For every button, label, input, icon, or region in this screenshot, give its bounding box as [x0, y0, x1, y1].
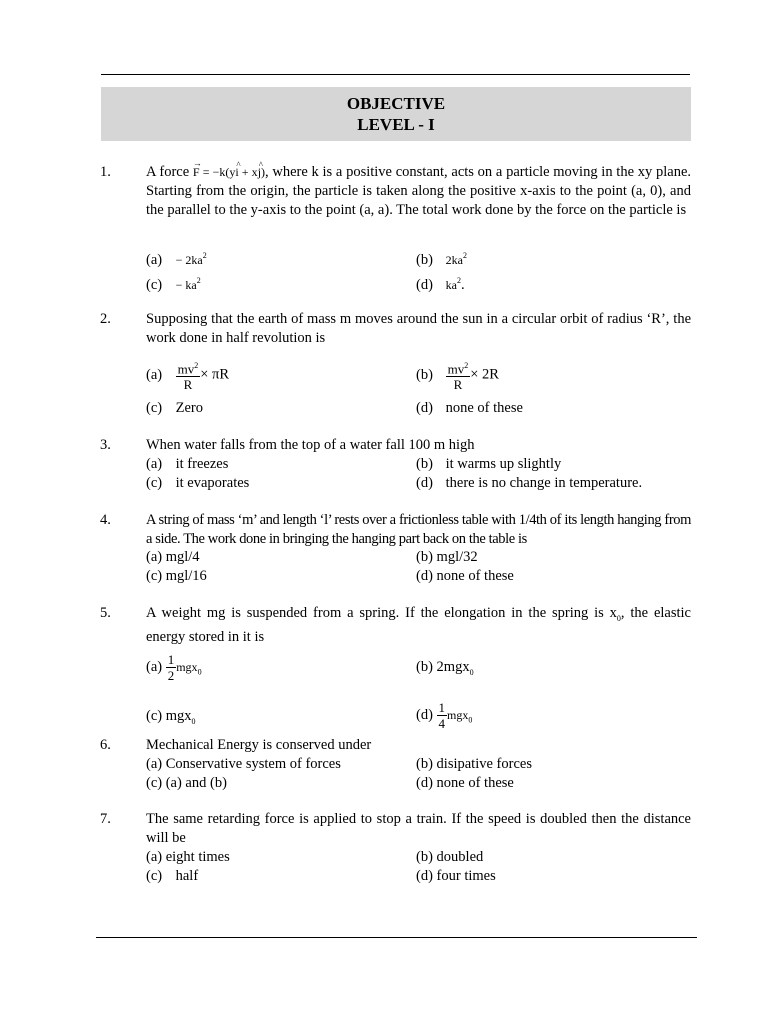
option-d: (d) $ka^2$.	[416, 276, 465, 293]
question-number: 3.	[100, 437, 111, 453]
option-c: (c) mgx$_0$	[146, 708, 196, 726]
option-b: (b) 2mgx$_0$	[416, 659, 474, 677]
option-a: (a) mgl/4	[146, 549, 200, 565]
section-header	[101, 87, 691, 141]
option-a: $(a) - 2ka^2$	[146, 251, 207, 268]
question-text: A force → F = −k(y^ i + x^ j), where k is a positive constant, acts on a particle moving in the xy plane. Starting from the origin, the particle is taken along the positive x-axis to the point (a, 0), and the parallel to the y-axis to the point (a, a). The total work done by the force on the particle is	[146, 163, 691, 220]
section-title: OBJECTIVE	[346, 94, 446, 113]
option-a: (a) $\frac{mv^2}{R}$ × πR	[146, 358, 229, 392]
option-c: (c) mgl/16	[146, 568, 207, 584]
option-d: (d) none of these	[416, 400, 523, 416]
section-subtitle: LEVEL - I	[357, 115, 435, 134]
question-text: When water falls from the top of a water fall 100 m high	[146, 437, 475, 453]
option-d: (d) four times	[416, 868, 496, 884]
option-d: (d) $\frac{1}{4}$ mgx$_0$	[416, 700, 473, 731]
option-b: (b) disipative forces	[416, 756, 532, 772]
option-b: (b) $\frac{mv^2}{R}$ × 2R	[416, 358, 499, 392]
question-number: 1.	[100, 164, 111, 180]
bottom-rule	[96, 937, 697, 938]
option-c: (c) (a) and (b)	[146, 775, 227, 791]
option-c: (c) it evaporates	[146, 475, 250, 491]
option-a: (a) Conservative system of forces	[146, 756, 341, 772]
question-number: 7.	[100, 811, 111, 827]
option-d: (d) there is no change in temperature.	[416, 475, 643, 491]
top-rule	[101, 74, 690, 75]
question-text: Supposing that the earth of mass m moves around the sun in a circular orbit of radius ‘R’, the work done in half revolution is	[146, 311, 691, 346]
option-d: (d) none of these	[416, 568, 514, 584]
option-c: $(c) - ka^2$	[146, 276, 201, 293]
option-b: (b) it warms up slightly	[416, 456, 562, 472]
option-c: (c) Zero	[146, 400, 203, 416]
question-number: 6.	[100, 737, 111, 753]
question-text: Mechanical Energy is conserved under	[146, 737, 372, 753]
option-d: (d) none of these	[416, 775, 514, 791]
option-a: (a) eight times	[146, 849, 230, 865]
option-c: (c) half	[146, 868, 199, 884]
question-number: 4.	[100, 512, 111, 528]
force-formula: → F = −k(y^ i + x^ j)	[193, 165, 265, 179]
question-text: A string of mass ‘m’ and length ‘l’ rests over a frictionless table with 1/4th of its length hanging from a side. The work done in bringing the hanging part back on the table is	[146, 512, 691, 547]
question-text: A weight mg is suspended from a spring. If the elongation in the spring is $x_0$, the elastic energy stored in it is	[146, 605, 691, 645]
question-number: 5.	[100, 605, 111, 621]
question-number: 2.	[100, 311, 111, 327]
option-b: (b) mgl/32	[416, 549, 478, 565]
option-b: (b) $2ka^2$	[416, 251, 467, 268]
question-text: The same retarding force is applied to stop a train. If the speed is doubled then the distance will be	[146, 811, 691, 846]
option-a: (a) it freezes	[146, 456, 229, 472]
option-b: (b) doubled	[416, 849, 484, 865]
option-a: (a) $\frac{1}{2}$ mgx$_0$	[146, 652, 202, 683]
